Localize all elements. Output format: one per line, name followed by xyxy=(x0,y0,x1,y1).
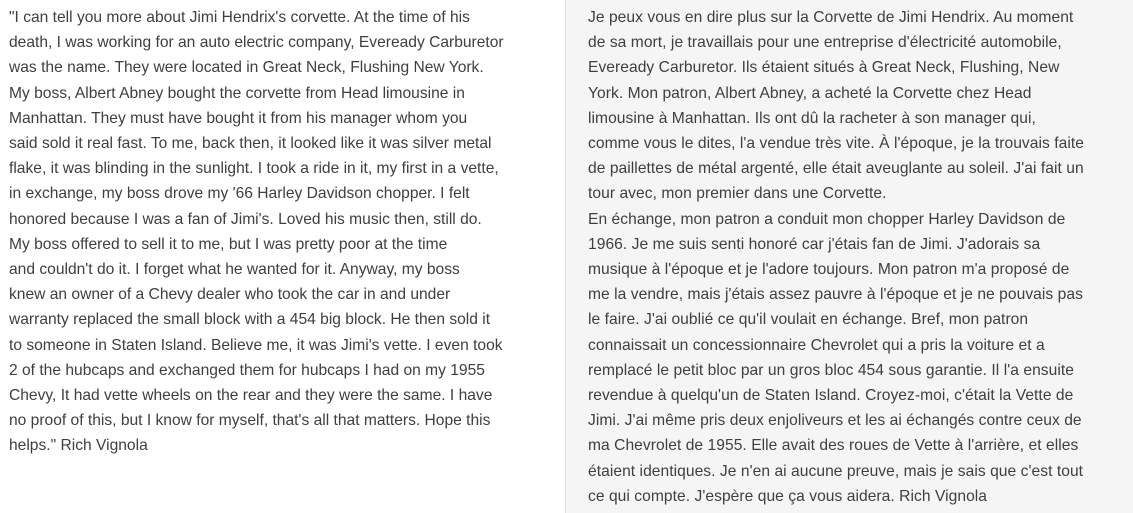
translation-line: me la vendre, mais j'étais assez pauvre à l'époque et je ne pouvais pas xyxy=(588,286,1083,304)
translation-line: de paillettes de métal argenté, elle était aveuglante au soleil. J'ai fait un xyxy=(588,160,1084,178)
source-line: 2 of the hubcaps and exchanged them for hubcaps I had on my 1955 xyxy=(9,361,485,379)
translation-line: limousine à Manhattan. Ils ont dû la racheter à son manager qui, xyxy=(588,109,1036,127)
translation-text-pane[interactable] xyxy=(566,0,1133,513)
source-line: knew an owner of a Chevy dealer who took the car in and under xyxy=(9,286,451,304)
translation-line: 1966. Je me suis senti honoré car j'étais fan de Jimi. J'adorais sa xyxy=(588,235,1041,253)
translation-line: remplacé le petit bloc par un gros bloc 454 sous garantie. Il l'a ensuite xyxy=(588,361,1074,379)
translation-line: le faire. J'ai oublié ce qu'il voulait en échange. Bref, mon patron xyxy=(588,311,1029,329)
source-line: death, I was working for an auto electric company, Eveready Carburetor xyxy=(9,34,504,52)
translation-line: étaient identiques. Je n'en ai aucune preuve, mais je sais que c'est tout xyxy=(588,462,1084,480)
source-line: said sold it real fast. To me, back then, it looked like it was silver metal xyxy=(9,135,492,153)
translation-line: tour avec, mon premier dans une Corvette. xyxy=(588,185,887,203)
translation-line: Jimi. J'ai même pris deux enjoliveurs et les ai échangés contre ceux de xyxy=(588,412,1082,430)
source-text-pane[interactable] xyxy=(0,0,565,513)
translation-line: York. Mon patron, Albert Abney, a acheté la Corvette chez Head xyxy=(588,84,1032,102)
source-line: no proof of this, but I know for myself, that's all that matters. Hope this xyxy=(9,412,491,430)
translation-line: Eveready Carburetor. Ils étaient situés à Great Neck, Flushing, New xyxy=(588,59,1060,77)
source-line: flake, it was blinding in the sunlight. I took a ride in it, my first in a vette, xyxy=(9,160,499,178)
source-line: My boss offered to sell it to me, but I was pretty poor at the time xyxy=(9,235,448,253)
source-line: Manhattan. They must have bought it from his manager whom you xyxy=(9,109,468,127)
translation-line: connaissait un concessionnaire Chevrolet qui a pris la voiture et a xyxy=(588,336,1045,354)
translation-line: Je peux vous en dire plus sur la Corvette de Jimi Hendrix. Au moment xyxy=(588,9,1074,26)
source-line: honored because I was a fan of Jimi's. Loved his music then, still do. xyxy=(9,210,482,228)
source-line: and couldn't do it. I forget what he wanted for it. Anyway, my boss xyxy=(9,261,460,279)
source-line: "I can tell you more about Jimi Hendrix's corvette. At the time of his xyxy=(9,9,470,26)
source-line: warranty replaced the small block with a 454 big block. He then sold it xyxy=(9,311,491,329)
source-line: My boss, Albert Abney bought the corvette from Head limousine in xyxy=(9,84,465,102)
source-line: Chevy, It had vette wheels on the rear and they were the same. I have xyxy=(9,387,493,405)
source-line: was the name. They were located in Great Neck, Flushing New York. xyxy=(9,59,484,77)
source-line: helps." Rich Vignola xyxy=(9,437,148,455)
source-line: to someone in Staten Island. Believe me, it was Jimi's vette. I even took xyxy=(9,336,503,354)
translation-line: musique à l'époque et je l'adore toujours. Mon patron m'a proposé de xyxy=(588,261,1070,279)
translation-line: ma Chevrolet de 1955. Elle avait des roues de Vette à l'arrière, et elles xyxy=(588,437,1079,455)
translation-line: ce qui compte. J'espère que ça vous aidera. Rich Vignola xyxy=(588,487,988,505)
translation-line: de sa mort, je travaillais pour une entreprise d'électricité automobile, xyxy=(588,34,1062,52)
source-line: in exchange, my boss drove my '66 Harley Davidson chopper. I felt xyxy=(9,185,470,203)
translation-line: comme vous le dites, l'a vendue très vite. À l'époque, je la trouvais faite xyxy=(588,135,1084,153)
translation-line: En échange, mon patron a conduit mon chopper Harley Davidson de xyxy=(588,210,1066,228)
translation-line: revendue à quelqu'un de Staten Island. Croyez-moi, c'était la Vette de xyxy=(588,387,1074,405)
